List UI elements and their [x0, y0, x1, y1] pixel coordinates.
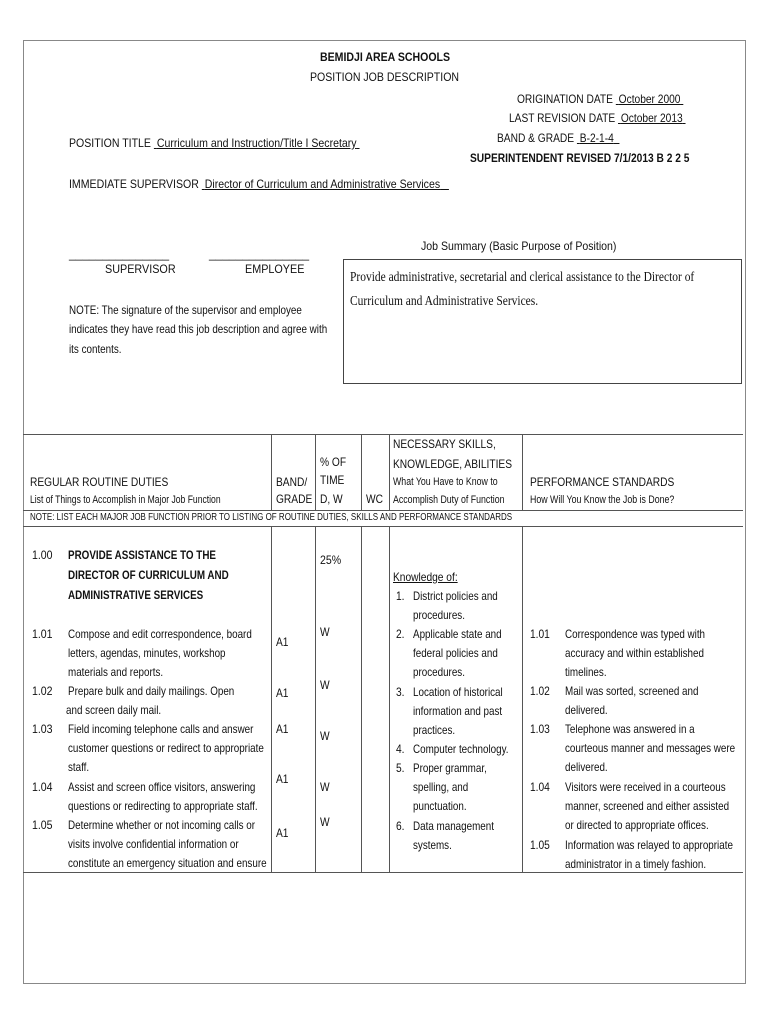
knowledge-num: 2.: [396, 627, 405, 641]
band-grade: [497, 131, 619, 145]
standard-num: 1.03: [530, 722, 550, 736]
col-rule-5: [522, 434, 523, 510]
body-rule-4: [389, 527, 390, 872]
standard-line: accuracy and within established: [565, 646, 704, 660]
origination-date: [517, 92, 683, 106]
col-time-3: D, W: [320, 492, 343, 506]
standard-line: delivered.: [565, 703, 608, 717]
employee-signature-line: _______________: [209, 247, 310, 261]
col-time-1: % OF: [320, 455, 347, 469]
col-skills-1: NECESSARY SKILLS,: [393, 437, 496, 451]
knowledge-line: Data management: [413, 819, 494, 833]
summary-heading: Job Summary (Basic Purpose of Position): [421, 239, 617, 253]
col-rule-1: [271, 434, 272, 510]
supervisor-signature-line: _______________: [69, 247, 170, 261]
knowledge-line: District policies and: [413, 589, 498, 603]
superintendent-revised: SUPERINTENDENT REVISED 7/1/2013 B 2 2 5: [470, 151, 690, 165]
grade-cell: A1: [276, 772, 289, 786]
revision-value: October 2013: [620, 111, 683, 125]
duty-line: materials and reports.: [68, 665, 164, 679]
knowledge-line: Computer technology.: [413, 742, 509, 756]
major-title-1: PROVIDE ASSISTANCE TO THE: [68, 548, 216, 562]
doc-title: POSITION JOB DESCRIPTION: [310, 70, 460, 84]
body-rule-2: [315, 527, 316, 872]
standard-line: delivered.: [565, 760, 608, 774]
signature-note-2: indicates they have read this job description and agree with: [69, 322, 328, 336]
col-wc: WC: [366, 492, 383, 506]
standard-line: timelines.: [565, 665, 607, 679]
org-name: BEMIDJI AREA SCHOOLS: [320, 50, 451, 64]
supervisor-caption: SUPERVISOR: [105, 262, 176, 276]
body-rule-5: [522, 527, 523, 872]
freq-cell: W: [320, 729, 330, 743]
duty-line: and screen daily mail.: [66, 703, 162, 717]
position-label: POSITION TITLE: [69, 136, 151, 150]
summary-line-1: Provide administrative, secretarial and clerical assistance to the Director of: [350, 270, 695, 285]
table-note: NOTE: LIST EACH MAJOR JOB FUNCTION PRIOR TO LISTING OF ROUTINE DUTIES, SKILLS AND PERFORMANCE STANDARDS: [30, 512, 513, 523]
duty-line: customer questions or redirect to appropriate: [68, 741, 264, 755]
knowledge-heading: Knowledge of:: [393, 570, 458, 584]
knowledge-line: Proper grammar,: [413, 761, 487, 775]
major-title-2: DIRECTOR OF CURRICULUM AND: [68, 568, 229, 582]
duty-line: staff.: [68, 760, 90, 774]
standard-num: 1.01: [530, 627, 550, 641]
knowledge-line: systems.: [413, 838, 452, 852]
knowledge-line: federal policies and: [413, 646, 498, 660]
immediate-supervisor: [69, 177, 449, 191]
freq-cell: W: [320, 678, 330, 692]
knowledge-line: Applicable state and: [413, 627, 502, 641]
knowledge-num: 6.: [396, 819, 405, 833]
col-perf: PERFORMANCE STANDARDS: [530, 475, 675, 489]
knowledge-num: 3.: [396, 685, 405, 699]
col-duties: REGULAR ROUTINE DUTIES: [30, 475, 169, 489]
col-rule-2: [315, 434, 316, 510]
table-header-rule: [23, 510, 743, 511]
summary-line-2: Curriculum and Administrative Services.: [350, 294, 539, 309]
col-skills-3: What You Have to Know to: [393, 476, 498, 488]
grade-cell: A1: [276, 686, 289, 700]
duty-line: questions or redirecting to appropriate staff.: [68, 799, 258, 813]
table-bottom-rule: [23, 872, 743, 873]
col-time-2: TIME: [320, 473, 345, 487]
position-title: [69, 136, 360, 150]
standard-line: manner, screened and either assisted: [565, 799, 730, 813]
signature-note-3: its contents.: [69, 342, 122, 356]
duty-num: 1.03: [32, 722, 53, 736]
duty-line: Determine whether or not incoming calls or: [68, 818, 256, 832]
revision-label: LAST REVISION DATE: [509, 111, 616, 125]
knowledge-line: procedures.: [413, 665, 465, 679]
standard-line: Information was relayed to appropriate: [565, 838, 733, 852]
standard-num: 1.05: [530, 838, 550, 852]
duty-line: Field incoming telephone calls and answer: [68, 722, 254, 736]
col-perf-sub: How Will You Know the Job is Done?: [530, 494, 675, 506]
grade-cell: A1: [276, 722, 289, 736]
knowledge-num: 1.: [396, 589, 405, 603]
standard-line: Mail was sorted, screened and: [565, 684, 699, 698]
standard-num: 1.04: [530, 780, 550, 794]
band-label: BAND & GRADE: [497, 131, 575, 145]
body-rule-1: [271, 527, 272, 872]
knowledge-line: information and past: [413, 704, 503, 718]
col-skills-4: Accomplish Duty of Function: [393, 494, 505, 506]
signature-note-1: NOTE: The signature of the supervisor and employee: [69, 303, 302, 317]
table-note-rule: [23, 526, 743, 527]
supervisor-label: IMMEDIATE SUPERVISOR: [69, 177, 199, 191]
duty-num: 1.01: [32, 627, 53, 641]
standard-line: Telephone was answered in a: [565, 722, 695, 736]
col-rule-3: [361, 434, 362, 510]
standard-line: Visitors were received in a courteous: [565, 780, 726, 794]
duty-num: 1.04: [32, 780, 53, 794]
col-band-1: BAND/: [276, 475, 308, 489]
duty-line: constitute an emergency situation and ensure: [68, 856, 267, 870]
duty-line: Assist and screen office visitors, answering: [68, 780, 256, 794]
supervisor-value: Director of Curriculum and Administrative Services: [204, 177, 441, 191]
grade-cell: A1: [276, 635, 289, 649]
band-value: B-2-1-4: [579, 131, 614, 145]
knowledge-num: 4.: [396, 742, 405, 756]
freq-cell: W: [320, 625, 330, 639]
major-percent: 25%: [320, 553, 342, 567]
duty-num: 1.02: [32, 684, 53, 698]
major-title-3: ADMINISTRATIVE SERVICES: [68, 588, 204, 602]
knowledge-line: punctuation.: [413, 799, 467, 813]
duty-line: Compose and edit correspondence, board: [68, 627, 252, 641]
knowledge-line: Location of historical: [413, 685, 503, 699]
duty-line: letters, agendas, minutes, workshop: [68, 646, 226, 660]
table-top-rule: [23, 434, 743, 435]
duty-line: Prepare bulk and daily mailings. Open: [68, 684, 235, 698]
standard-line: courteous manner and messages were: [565, 741, 736, 755]
freq-cell: W: [320, 815, 330, 829]
knowledge-num: 5.: [396, 761, 405, 775]
col-band-2: GRADE: [276, 492, 313, 506]
revision-date: [509, 111, 686, 125]
standard-line: or directed to appropriate offices.: [565, 818, 709, 832]
col-skills-2: KNOWLEDGE, ABILITIES: [393, 457, 513, 471]
knowledge-line: practices.: [413, 723, 456, 737]
duty-line: visits involve confidential information or: [68, 837, 239, 851]
major-num: 1.00: [32, 548, 53, 562]
knowledge-line: procedures.: [413, 608, 465, 622]
duty-num: 1.05: [32, 818, 53, 832]
standard-line: Correspondence was typed with: [565, 627, 706, 641]
col-rule-4: [389, 434, 390, 510]
freq-cell: W: [320, 780, 330, 794]
origination-label: ORIGINATION DATE: [517, 92, 613, 106]
body-rule-3: [361, 527, 362, 872]
employee-caption: EMPLOYEE: [245, 262, 305, 276]
origination-value: October 2000: [618, 92, 681, 106]
grade-cell: A1: [276, 826, 289, 840]
standard-num: 1.02: [530, 684, 550, 698]
knowledge-line: spelling, and: [413, 780, 469, 794]
position-value: Curriculum and Instruction/Title I Secretary: [156, 136, 357, 150]
col-duties-sub: List of Things to Accomplish in Major Job Function: [30, 494, 221, 506]
standard-line: administrator in a timely fashion.: [565, 857, 707, 871]
